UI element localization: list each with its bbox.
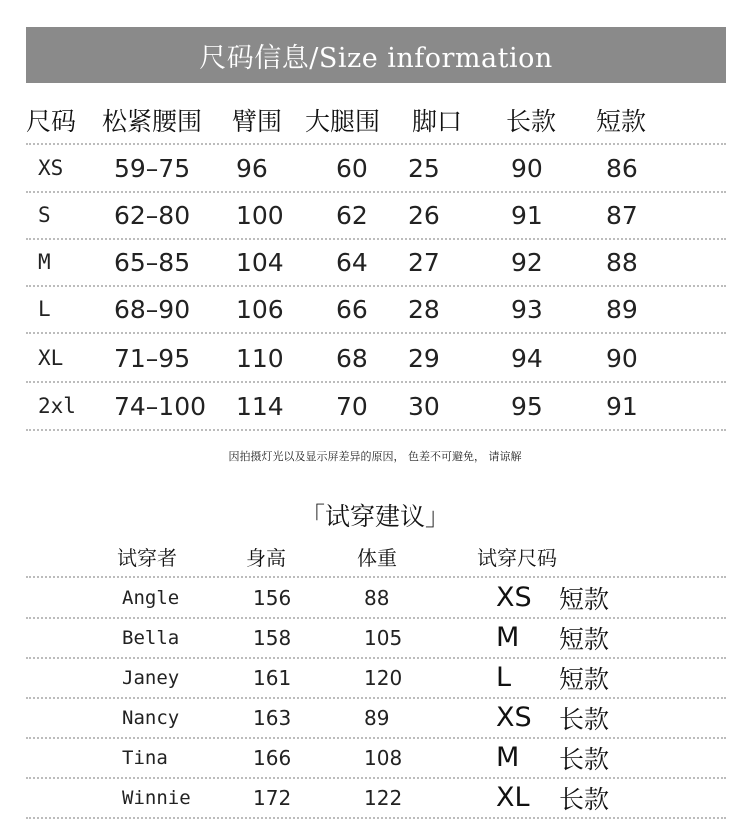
short-cell: 88 (606, 247, 638, 277)
long-cell: 92 (511, 247, 543, 277)
model-weight: 88 (364, 585, 390, 610)
tryon-title: 「试穿建议」 (299, 502, 450, 531)
suggested-length: 长款 (559, 744, 610, 774)
header-weight: 体重 (357, 546, 397, 570)
suggested-length: 短款 (559, 664, 610, 694)
arm-cell: 100 (236, 200, 284, 230)
header-short: 短款 (596, 107, 647, 136)
color-difference-note: 因拍摄灯光以及显示屏差异的原因， 色差不可避免， 请谅解 (228, 450, 522, 463)
size-row (26, 192, 726, 240)
size-cell: S (38, 203, 51, 227)
arm-cell: 106 (236, 294, 284, 324)
short-cell: 89 (606, 294, 638, 324)
model-height: 156 (253, 585, 292, 610)
long-cell: 90 (511, 153, 543, 183)
header-waist: 松紧腰围 (102, 107, 203, 136)
suggested-length: 长款 (559, 784, 610, 814)
model-height: 161 (253, 665, 292, 690)
tryon-row (26, 658, 726, 699)
hem-cell: 30 (408, 391, 440, 421)
short-cell: 87 (606, 200, 638, 230)
model-weight: 120 (364, 665, 403, 690)
model-name: Bella (122, 626, 180, 649)
size-cell: XS (38, 156, 64, 180)
waist-cell: 65–85 (114, 247, 191, 277)
waist-cell: 62–80 (114, 200, 191, 230)
header-model: 试穿者 (117, 546, 177, 570)
long-cell: 91 (511, 200, 543, 230)
size-row (26, 383, 726, 431)
model-name: Winnie (122, 786, 191, 809)
long-cell: 93 (511, 294, 543, 324)
tryon-table-header (26, 537, 726, 578)
size-cell: M (38, 250, 51, 274)
model-name: Tina (122, 746, 168, 769)
tryon-row (26, 738, 726, 779)
long-cell: 94 (511, 343, 543, 373)
waist-cell: 74–100 (114, 391, 207, 421)
suggested-length: 长款 (559, 704, 610, 734)
model-weight: 89 (364, 705, 390, 730)
model-name: Janey (122, 666, 180, 689)
size-table-header (26, 97, 726, 145)
model-height: 158 (253, 625, 292, 650)
tryon-row (26, 778, 726, 819)
header-arm: 臂围 (232, 107, 283, 136)
size-row (26, 145, 726, 193)
model-name: Angle (122, 586, 180, 609)
suggested-size: L (496, 662, 512, 693)
thigh-cell: 60 (336, 153, 368, 183)
long-cell: 95 (511, 391, 543, 421)
hem-cell: 26 (408, 200, 440, 230)
size-cell: XL (38, 346, 64, 370)
header-hem: 脚口 (412, 107, 463, 136)
model-weight: 108 (364, 745, 403, 770)
model-weight: 122 (364, 785, 403, 810)
suggested-size: XL (496, 782, 530, 813)
suggested-length: 短款 (559, 584, 610, 614)
thigh-cell: 68 (336, 343, 368, 373)
suggested-size: M (496, 742, 520, 773)
banner-title: 尺码信息/Size information (199, 42, 553, 74)
model-weight: 105 (364, 625, 403, 650)
short-cell: 86 (606, 153, 638, 183)
size-info-banner (26, 27, 726, 83)
suggested-size: XS (496, 582, 532, 613)
header-height: 身高 (246, 546, 286, 570)
hem-cell: 28 (408, 294, 440, 324)
model-name: Nancy (122, 706, 180, 729)
size-row (26, 239, 726, 287)
thigh-cell: 66 (336, 294, 368, 324)
header-thigh: 大腿围 (305, 107, 381, 136)
suggested-size: XS (496, 702, 532, 733)
tryon-row (26, 698, 726, 739)
tryon-row (26, 578, 726, 619)
arm-cell: 104 (236, 247, 284, 277)
thigh-cell: 62 (336, 200, 368, 230)
waist-cell: 59–75 (114, 153, 191, 183)
arm-cell: 110 (236, 343, 284, 373)
header-tryon-size: 试穿尺码 (477, 546, 557, 570)
tryon-row (26, 618, 726, 659)
size-row (26, 286, 726, 334)
arm-cell: 96 (236, 153, 268, 183)
hem-cell: 27 (408, 247, 440, 277)
short-cell: 90 (606, 343, 638, 373)
size-cell: L (38, 297, 51, 321)
arm-cell: 114 (236, 391, 284, 421)
short-cell: 91 (606, 391, 638, 421)
thigh-cell: 64 (336, 247, 368, 277)
hem-cell: 29 (408, 343, 440, 373)
model-height: 172 (253, 785, 292, 810)
waist-cell: 68–90 (114, 294, 191, 324)
header-size: 尺码 (26, 107, 77, 136)
suggested-size: M (496, 622, 520, 653)
suggested-length: 短款 (559, 624, 610, 654)
waist-cell: 71–95 (114, 343, 191, 373)
header-long: 长款 (506, 107, 557, 136)
size-cell: 2xl (38, 394, 76, 418)
model-height: 163 (253, 705, 292, 730)
thigh-cell: 70 (336, 391, 368, 421)
model-height: 166 (253, 745, 292, 770)
size-row (26, 335, 726, 383)
hem-cell: 25 (408, 153, 440, 183)
